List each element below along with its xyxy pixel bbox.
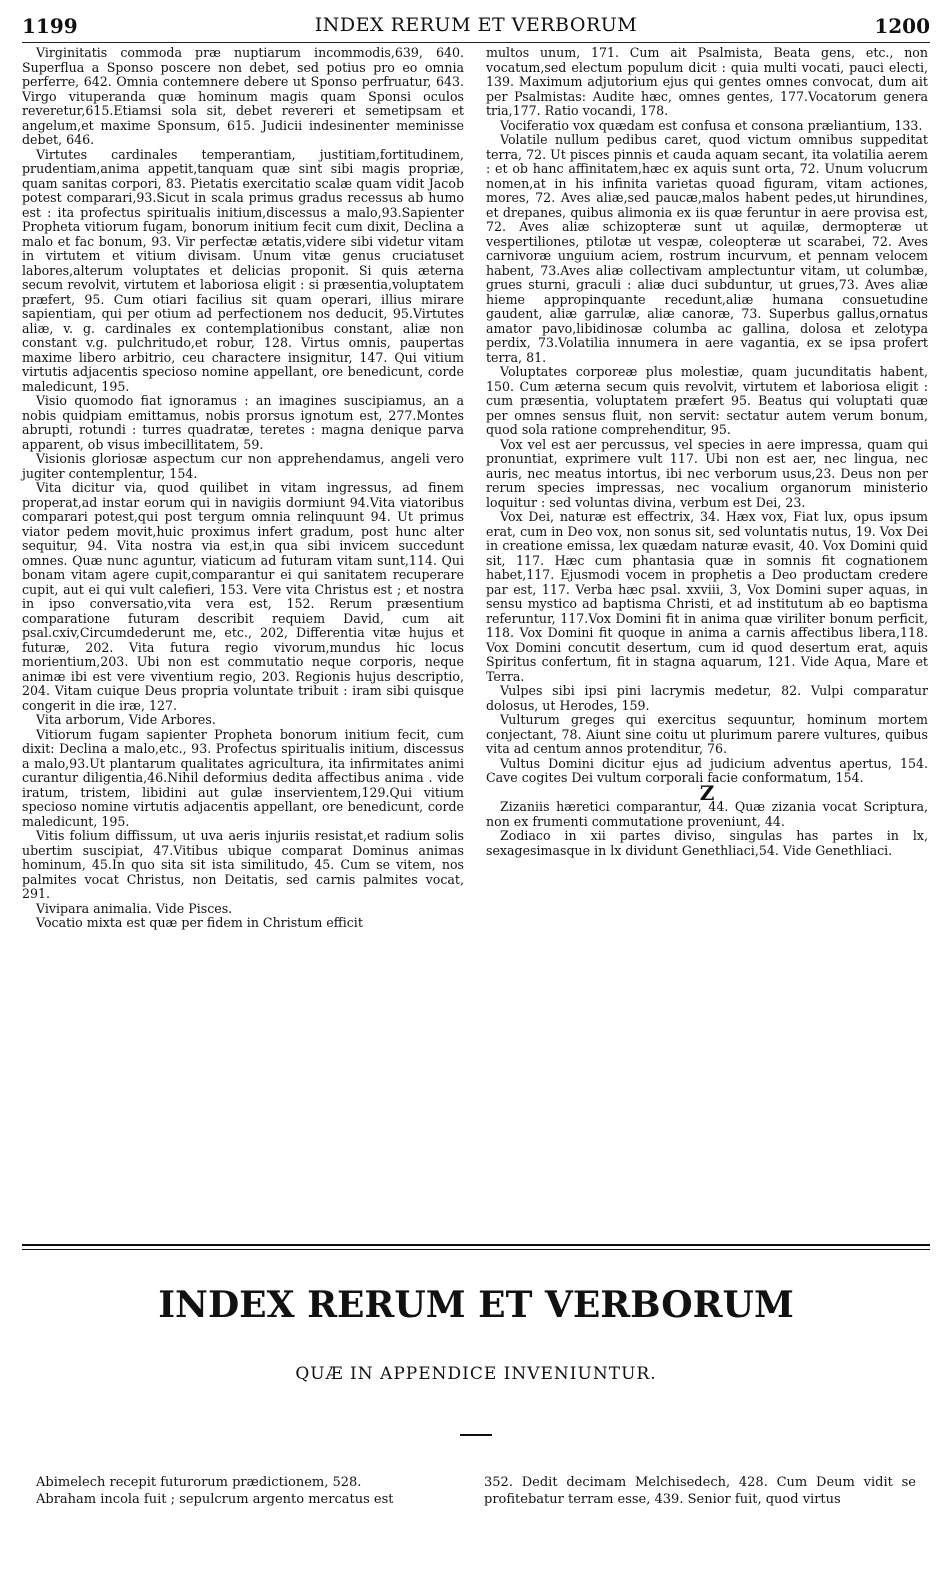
index-entry: Voluptates corporeæ plus molestiæ, quam jucunditatis habent, 150. Cum æterna secum quis revolvit, virtutem et laboriosa eligit : cum præsentia, voluptatem præfert 95. Beatus qui voluptati quæ per omnes sensus fluit, non servit: sectatur autem verum bonum, quod sola ratione comprehenditur, 95. [486, 364, 928, 437]
appendix-left-column [36, 1474, 468, 1508]
index-entry: Abimelech recepit futurorum prædictionem, 528. [36, 1475, 362, 1490]
page-number-right: 1200 [874, 14, 930, 38]
index-entry: Virginitatis commoda præ nuptiarum incommodis,639, 640. Superflua a Sponso poscere non debet, sed potius pro eo omnia perferre, 642. Omnia contemnere debere ut Sponso perfruatur, 643. Virgo vituperanda quæ hominum magis quam Sponsi oculos reveretur,615.Etiamsi sola sit, debet revereri et semetipsam et angelum,et maxime Sponsum, 615. Judicii indesinenter meminisse debet, 646. [22, 45, 464, 147]
index-entry: 352. Dedit decimam Melchisedech, 428. Cum Deum vidit se profitebatur terram esse, 439. Senior fuit, quod virtus [484, 1475, 916, 1507]
running-header [22, 14, 930, 42]
index-entry: Vita dicitur via, quod quilibet in vitam ingressus, ad finem properat,ad instar eorum qui in navigiis dormiunt 94.Vita viatoribus comparari potest,qui post tergum omnia relinquunt 94. Ut primus viator pedem movit,huic proximus infert gradum, post hunc alter sequitur, 94. Vita nostra via est,in qua sibi invicem succedunt omnes. Quæ nunc aguntur, viaticum ad futuram vitam sunt,114. Qui bonam vitam agere cupit,comparantur ei qui sanitatem recuperare cupit, aut ei qui vult calefieri, 153. Vere vita Christus est ; et nostra in ipso conversatio,vita vera est, 152. Rerum præsentium comparatione futuram describit requiem David, cum ait psal.cxiv,Circumdederunt me, etc., 202, Differentia vitæ hujus et futuræ, 202. Vita futura regio vivorum,mundus hic locus morientium,203. Ubi non est commutatio neque corporis, neque animæ ibi est vere viventium regio, 203. Regionis hujus descriptio, 204. Vitam cuique Deus propria voluntate tribuit : iram sibi quisque congerit in die iræ, 127. [22, 480, 464, 713]
left-column [22, 46, 464, 931]
index-entry: Vox vel est aer percussus, vel species in aere impressa, quam qui pronuntiat, exprimere vult 117. Ubi non est aer, nec lingua, nec auris, nec meatus intortus, ibi nec verborum usus,23. Deus non per rerum species impressas, nec vocalium organorum ministerio loquitur : sed voluntas divina, verbum est Dei, 23. [486, 436, 928, 510]
index-entry: Abraham incola fuit ; sepulcrum argento mercatus est [36, 1492, 394, 1507]
running-title: INDEX RERUM ET VERBORUM [314, 14, 638, 36]
index-entry: Vitis folium diffissum, ut uva aeris injuriis resistat,et radium solis ubertim suscipiat, 47.Vitibus ubique comparat Dominus animas hominum, 45.In quo sita sit ista similitudo, 45. Cum se vitem, nos palmites vocat Christus, non Deitatis, sed carnis palmites vocat, 291. [22, 828, 464, 901]
index-entry: Visionis gloriosæ aspectum cur non apprehendamus, angeli vero jugiter contemplentur, 154. [22, 451, 464, 481]
index-entry: Vivipara animalia. Vide Pisces. [36, 900, 233, 916]
index-entry: Vulpes sibi ipsi pini lacrymis medetur, 82. Vulpi comparatur dolosus, ut Herodes, 159. [486, 683, 928, 713]
index-entry: Zodiaco in xii partes diviso, singulas has partes in lx, sexagesimasque in lx dividunt Genethliaci,54. Vide Genethliaci. [486, 828, 928, 858]
header-rule [22, 42, 930, 43]
index-entry: Vulturum greges qui exercitus sequuntur, hominum mortem conjectant, 78. Aiunt sine coitu ut plurimum parere vultures, quibus vita ad centum annos protenditur, 76. [486, 712, 928, 756]
index-entry: Vociferatio vox quædam est confusa et consona præliantium, 133. [500, 117, 923, 133]
page-number-left: 1199 [22, 14, 78, 38]
index-entry: Vitiorum fugam sapienter Propheta bonorum initium fecit, cum dixit: Declina a malo,etc., 93. Profectus spiritualis initium, discessus a malo,93.Ut plantarum qualitates agricultura, ita infirmitates animi curantur diligentia,46.Nihil deformius dedita affectibus anima . vide iratum, tristem, libidini aut gulæ inservientem,129.Qui vitium specioso nomine virtutis adjacentis appellant, ore benedicunt, corde maledicunt, 195. [22, 726, 464, 829]
index-entry: Vultus Domini dicitur ejus ad judicium adventus apertus, 154. Cave cogites Dei vultum corporali facie conformatum, 154. [486, 755, 928, 785]
index-entry: Volatile nullum pedibus caret, quod victum omnibus suppeditat terra, 72. Ut pisces pinnis et cauda aquam secant, ita volatilia aerem : et ob hanc affinitatem,hæc ex aquis sunt orta, 72. Unum volucrum nomen,at in his infinita varietas quoad figuram, vitam actiones, mores, 72. Aves aliæ,sed paucæ,malos habent pedes,ut hirundines, et drepanes, quibus alimonia ex iis quæ feruntur in aere provisa est, 72. Aves aliæ schizopteræ sunt ut aquilæ, dermopteræ ut vespertiliones, ptilotæ ut vespæ, coleopteræ ut scarabei, 72. Aves carnivoræ unguium aciem, rostrum incurvum, et pennam velocem habent, 73.Aves aliæ collectivam amplectuntur vitam, ut columbæ, grues sturni, graculi : aliæ duci subduntur, ut grues,73. Aves aliæ hieme appropinquante recedunt,aliæ humana consuetudine gaudent, aliæ garrulæ, aliæ canoræ, 73. Superbus gallus,ornatus amator pavo,libidinosæ columba ac gallina, dolosa et zelotypa perdix, 73.Volatilia innumera in aere vagantia, ex se ipsa profert terra, 81. [486, 132, 928, 365]
appendix-subtitle: QUÆ IN APPENDICE INVENIUNTUR. [295, 1364, 657, 1384]
right-column [486, 46, 928, 858]
section-rule-thick [22, 1244, 930, 1246]
index-entry: Visio quomodo fiat ignoramus : an imagines suscipiamus, an a nobis quidpiam emittamus, nobis prorsus ignotum est, 277.Montes abrupti, rotundi : turres quadratæ, teretes : magna denique parva apparent, ob visus imbecillitatem, 59. [22, 393, 464, 452]
index-entry: Vocatio mixta est quæ per fidem in Christum efficit [36, 915, 363, 930]
index-entry: Vita arborum, Vide Arbores. [36, 712, 216, 727]
index-entry: Vox Dei, naturæ est effectrix, 34. Hæx vox, Fiat lux, opus ipsum erat, cum in Deo vox, non sonus sit, sed voluntatis nutus, 19. Vox Dei in creatione emissa, lex quædam naturæ evasit, 40. Vox Domini quid sit, 117. Hæc cum phantasia quæ in somnis fit cognationem habet,117. Ejusmodi vocem in prophetis a Deo productam credere par est, 117. Verba hæc psal. xxviii, 3, Vox Domini super aquas, in sensu mystico ad baptisma Christi, et ad institutum ab eo baptisma referuntur, 117.Vox Domini fit in anima quæ viriliter bonum perficit, 118. Vox Domini fit quoque in anima a carnis affectibus libera,118. Vox Domini concutit desertum, cum id quod desertum erat, aquis Spiritus confertum, fit in stagna aquarum, 121. Vide Aqua, Mare et Terra. [486, 509, 928, 684]
index-entry: Virtutes cardinales temperantiam, justitiam,fortitudinem, prudentiam,anima appetit,tanquam quæ sint sibi magis propriæ, quam sanitas corpori, 83. Pietatis exercitatio scalæ quam vidit Jacob potest comparari,93.Sicut in scala primus gradus recessus ab humo est : ita profectus spiritualis initium,discessus a malo,93.Sapienter Propheta vitiorum fugam, bonorum initium fecit cum dixit, Declina a malo et fac bonum, 93. Vir perfectæ ætatis,videre sibi videtur vitam in virtutem et vitium divisam. Unum vitæ genus cruciatuset labores,alterum voluptates et delicias proponit. Si quis æterna secum revolvit, virtutem et laboriosa eligit : si præsentia,voluptatem præfert, 95. Cum otiari facilius sit quam operari, illius mirare sapientiam, qui per otium ad perfectionem nos deducit, 95.Virtutes aliæ, v. g. cardinales ex contemplationibus constant, aliæ non constant v.g. pulchritudo,et robur, 128. Virtus omnis, paupertas maxime libero arbitrio, ceu charactere insignitur, 147. Qui vitium virtutis adjacentis specioso nomine appellant, ore benedicunt, corde maledicunt, 195. [22, 146, 464, 394]
appendix-title: INDEX RERUM ET VERBORUM [158, 1284, 794, 1326]
title-dash [460, 1434, 492, 1436]
index-entry: Zizaniis hæretici comparantur, 44. Quæ zizania vocat Scriptura, non ex frumenti commutatione proveniunt, 44. [486, 799, 928, 829]
section-rule-thin [22, 1249, 930, 1250]
appendix-right-column [484, 1474, 916, 1508]
section-letter-z: Z [699, 780, 715, 805]
index-entry: multos unum, 171. Cum ait Psalmista, Beata gens, etc., non vocatum,sed electum populum dicit : quia multi vocati, pauci electi, 139. Maximum adjutorium ejus qui gentes omnes convocat, dum ait per Psalmistas: Audite hæc, omnes gentes, 177.Vocatorum genera tria,177. Ratio vocandi, 178. [486, 45, 928, 118]
